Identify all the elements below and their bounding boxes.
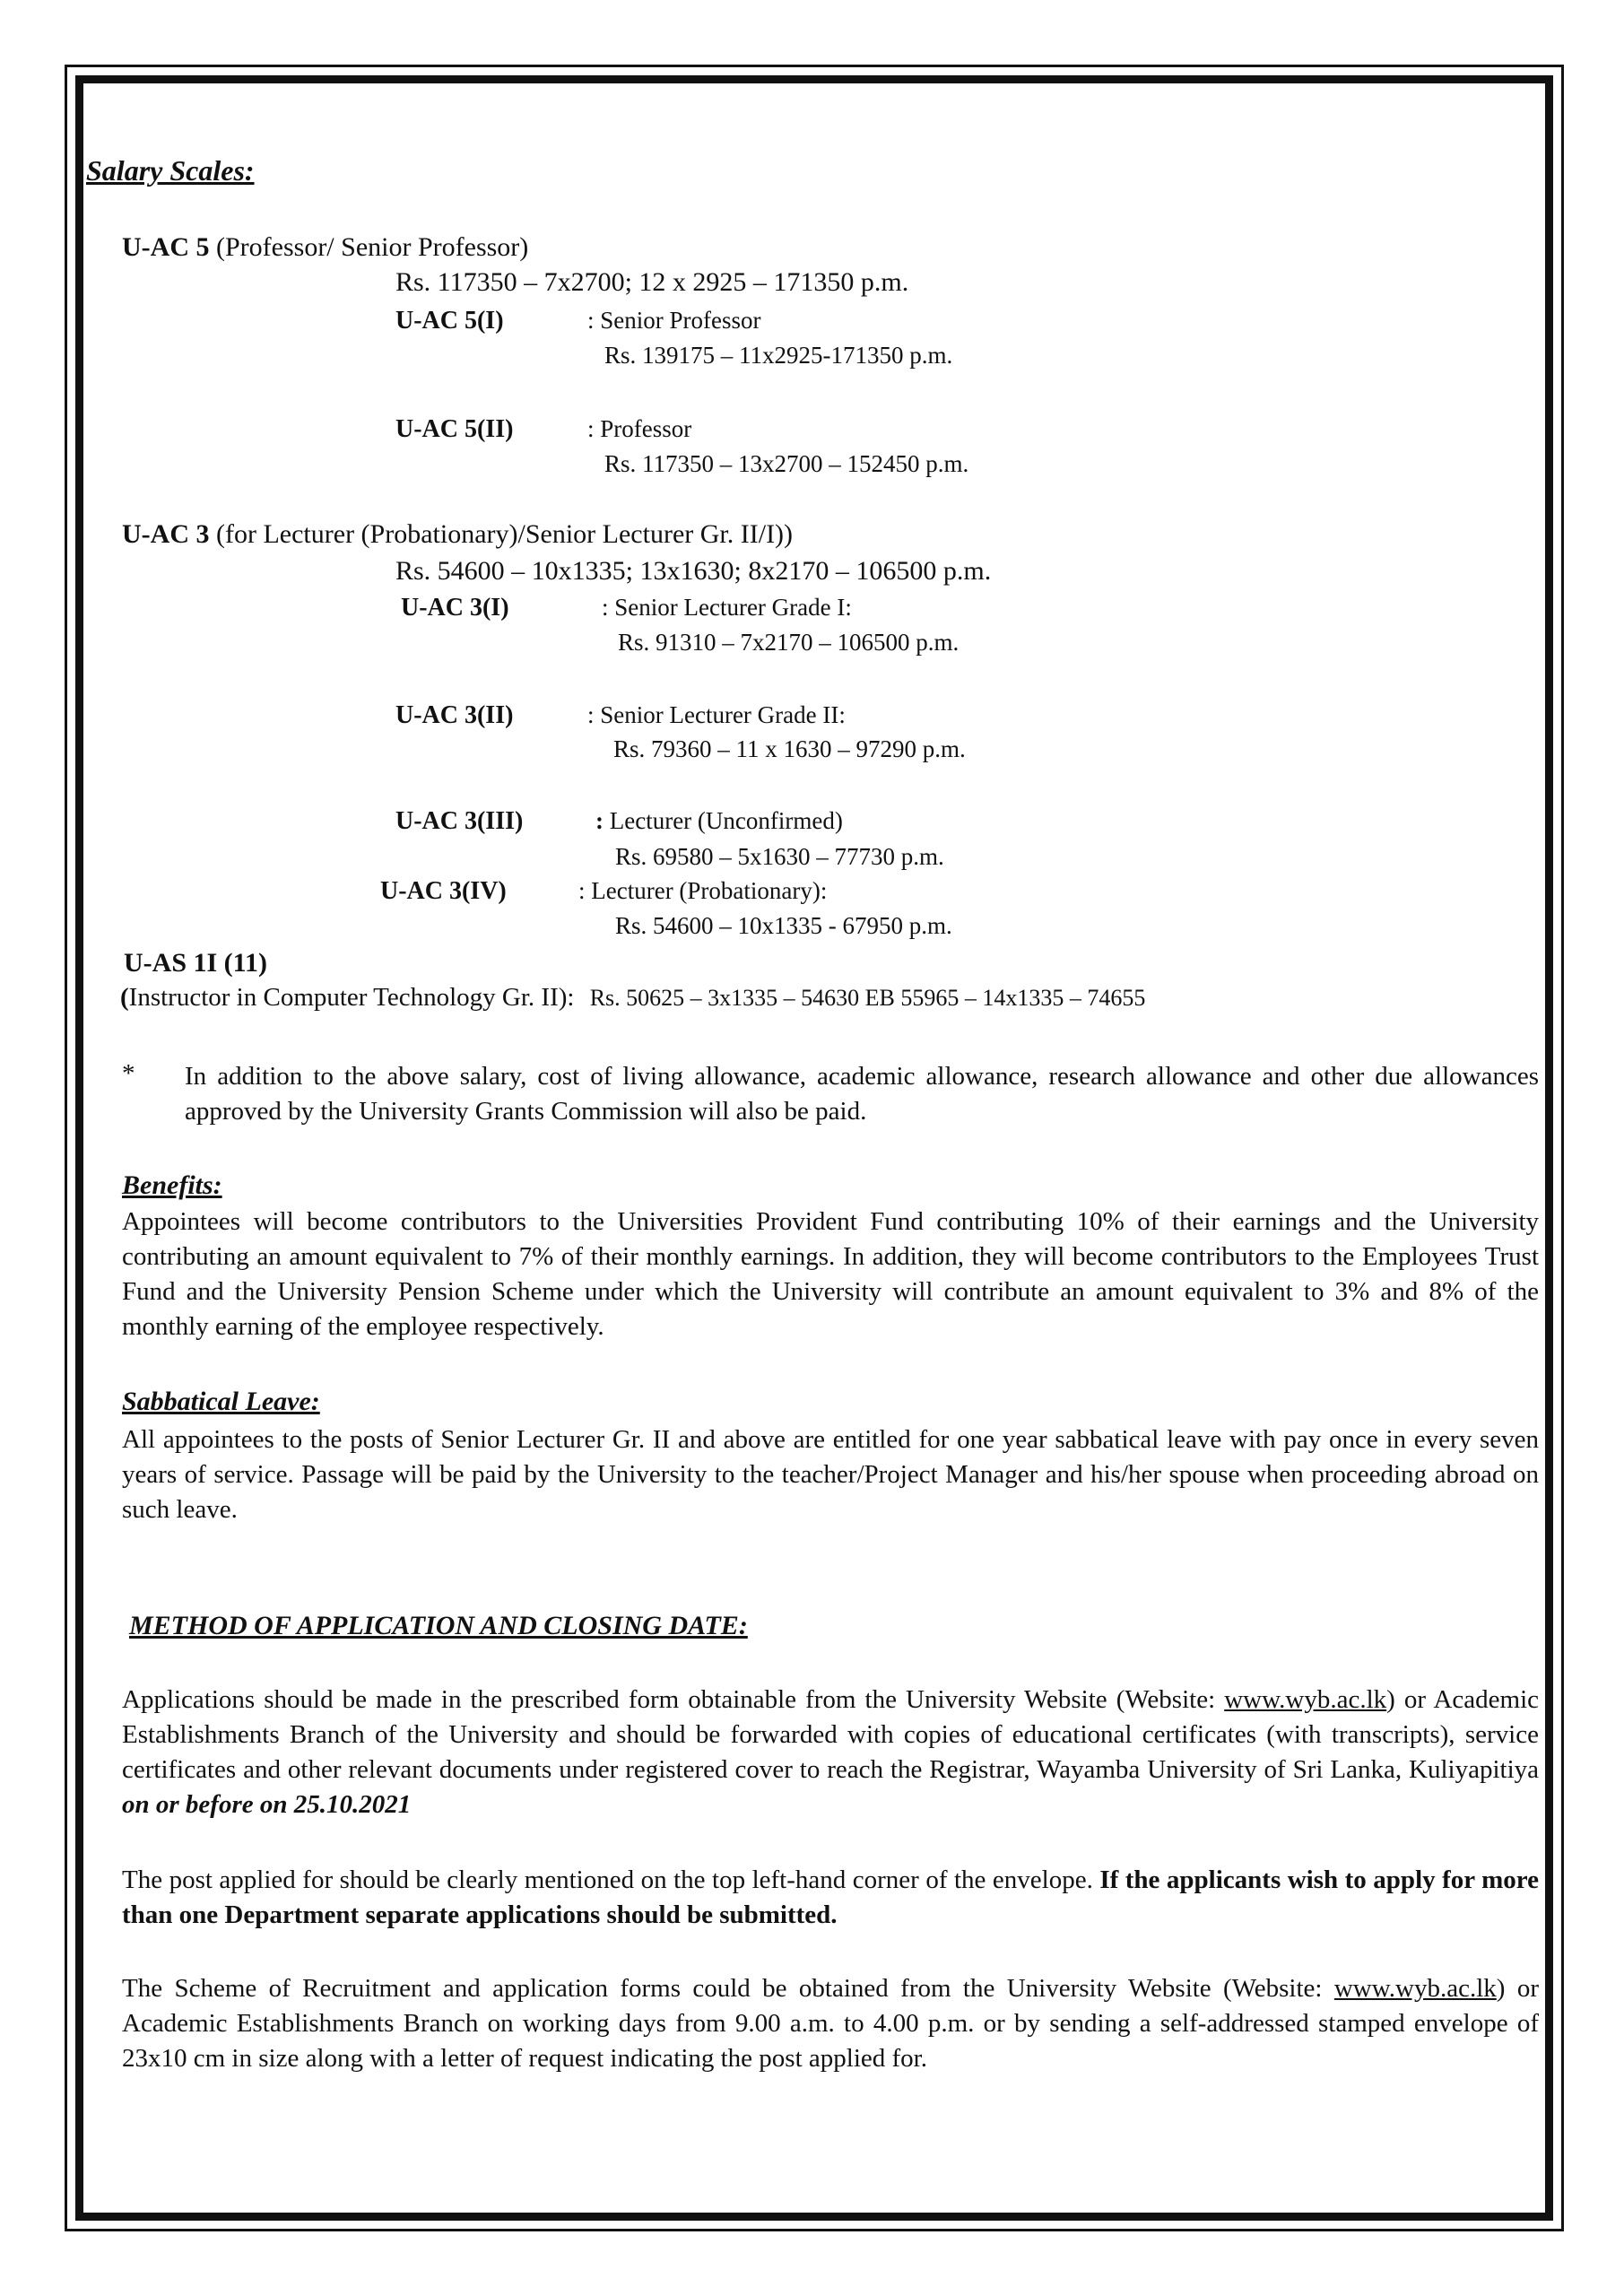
sabbatical-text: All appointees to the posts of Senior Lecturer Gr. II and above are entitled for one year sabbatical leave with pay once in every seven years of service. Passage will be paid by the University to the teacher/Project Manager and his/her spouse when proceeding abroad on such leave. [122, 1425, 1539, 1524]
uac3-3-code: U-AC 3(III) [395, 807, 524, 835]
uac3-3-range: Rs. 69580 – 5x1630 – 77730 p.m. [615, 843, 944, 870]
uac3-range: Rs. 54600 – 10x1335; 13x1630; 8x2170 – 106500 p.m. [395, 556, 992, 586]
uac3-2-code: U-AC 3(II) [395, 701, 514, 729]
note-marker: * [122, 1059, 135, 1088]
uac5-1-code: U-AC 5(I) [395, 307, 504, 335]
uac5-code: U-AC 5 [122, 232, 210, 262]
method-heading: METHOD OF APPLICATION AND CLOSING DATE: [129, 1611, 748, 1640]
method-p2-bold: If the applicants wish to apply for more than one Department separate applications should be submitted. [122, 1866, 1539, 1929]
uac5-header [122, 232, 528, 263]
uac3-3-label-wrap [595, 807, 843, 835]
uac5-2-range: Rs. 117350 – 13x2700 – 152450 p.m. [604, 450, 969, 477]
university-website-link[interactable]: www.wyb.ac.lk [1224, 1685, 1387, 1714]
uac3-4-code: U-AC 3(IV) [380, 877, 507, 905]
uac5-range: Rs. 117350 – 7x2700; 12 x 2925 – 171350 p.m. [395, 267, 909, 297]
method-p3-after: ) or Academic Establishments Branch on working days from 9.00 a.m. to 4.00 p.m. or by sending a self-addressed stamped envelope of 23x10 cm in size along with a letter of request indicating the post applied for. [122, 1974, 1539, 2073]
uac5-title: (Professor/ Senior Professor) [216, 232, 529, 262]
university-website-link-2[interactable]: www.wyb.ac.lk [1333, 1974, 1497, 2003]
method-p1-before: Applications should be made in the prescribed form obtainable from the University Website (Website: [122, 1685, 1225, 1714]
method-p2-normal: The post applied for should be clearly mentioned on the top left-hand corner of the envelope. [122, 1866, 1100, 1894]
uac5-1-range: Rs. 139175 – 11x2925-171350 p.m. [604, 342, 953, 369]
uac3-1-range: Rs. 91310 – 7x2170 – 106500 p.m. [618, 629, 960, 656]
benefits-heading: Benefits: [122, 1170, 222, 1200]
uas-title: Instructor in Computer Technology Gr. II): [128, 983, 575, 1012]
allowances-note: In addition to the above salary, cost of living allowance, academic allowance, research allowance and other due allowances approved by the University Grants Commission will also be paid. [185, 1062, 1539, 1126]
uac5-2-code: U-AC 5(II) [395, 415, 514, 443]
uac3-1-code: U-AC 3(I) [401, 594, 509, 622]
sabbatical-heading: Sabbatical Leave: [122, 1387, 320, 1416]
benefits-text: Appointees will become contributors to the Universities Provident Fund contributing 10% of their earnings and the University contributing an amount equivalent to 7% of their monthly earnings. In addition, they will become contributors to the Employees Trust Fund and the University Pension Scheme under which the University will contribute an amount equivalent to 3% and 8% of the monthly earning of the employee respectively. [122, 1207, 1539, 1341]
uac3-2-range: Rs. 79360 – 11 x 1630 – 97290 p.m. [613, 735, 966, 762]
salary-scales-heading: Salary Scales: [86, 154, 255, 187]
uas-line [120, 983, 1145, 1013]
uac3-4-label: : Lecturer (Probationary): [578, 877, 828, 904]
method-p1-after: ) or Academic Establishments Branch of the University and should be forwarded with copies of educational certificates (with transcripts), service certificates and other relevant documents under registered cover to reach the Registrar, Wayamba University of Sri Lanka, Kuliyapitiya [122, 1685, 1540, 1784]
uac3-3-label: Lecturer (Unconfirmed) [609, 807, 843, 834]
method-paragraph-2 [122, 1863, 1539, 1933]
uac3-header [122, 519, 793, 550]
method-p3-before: The Scheme of Recruitment and application forms could be obtained from the University Website (Website: [122, 1974, 1334, 2003]
uac5-1-label: : Senior Professor [587, 307, 761, 334]
uas-range: Rs. 50625 – 3x1335 – 54630 EB 55965 – 14x1335 – 74655 [589, 985, 1146, 1011]
uac3-title: (for Lecturer (Probationary)/Senior Lecturer Gr. II/I)) [216, 519, 794, 549]
uac3-3-colon: : [595, 807, 604, 834]
uas-paren: ( [120, 983, 129, 1012]
uas-code: U-AS 1I (11) [124, 948, 268, 978]
closing-date: on or before on 25.10.2021 [122, 1790, 412, 1819]
uac3-code: U-AC 3 [122, 519, 210, 549]
method-paragraph-1 [122, 1683, 1539, 1822]
uac3-2-label: : Senior Lecturer Grade II: [587, 701, 846, 728]
uac5-2-label: : Professor [587, 415, 692, 442]
uac3-1-label: : Senior Lecturer Grade I: [602, 594, 852, 621]
uac3-4-range: Rs. 54600 – 10x1335 - 67950 p.m. [615, 912, 952, 939]
method-paragraph-3 [122, 1971, 1539, 2076]
